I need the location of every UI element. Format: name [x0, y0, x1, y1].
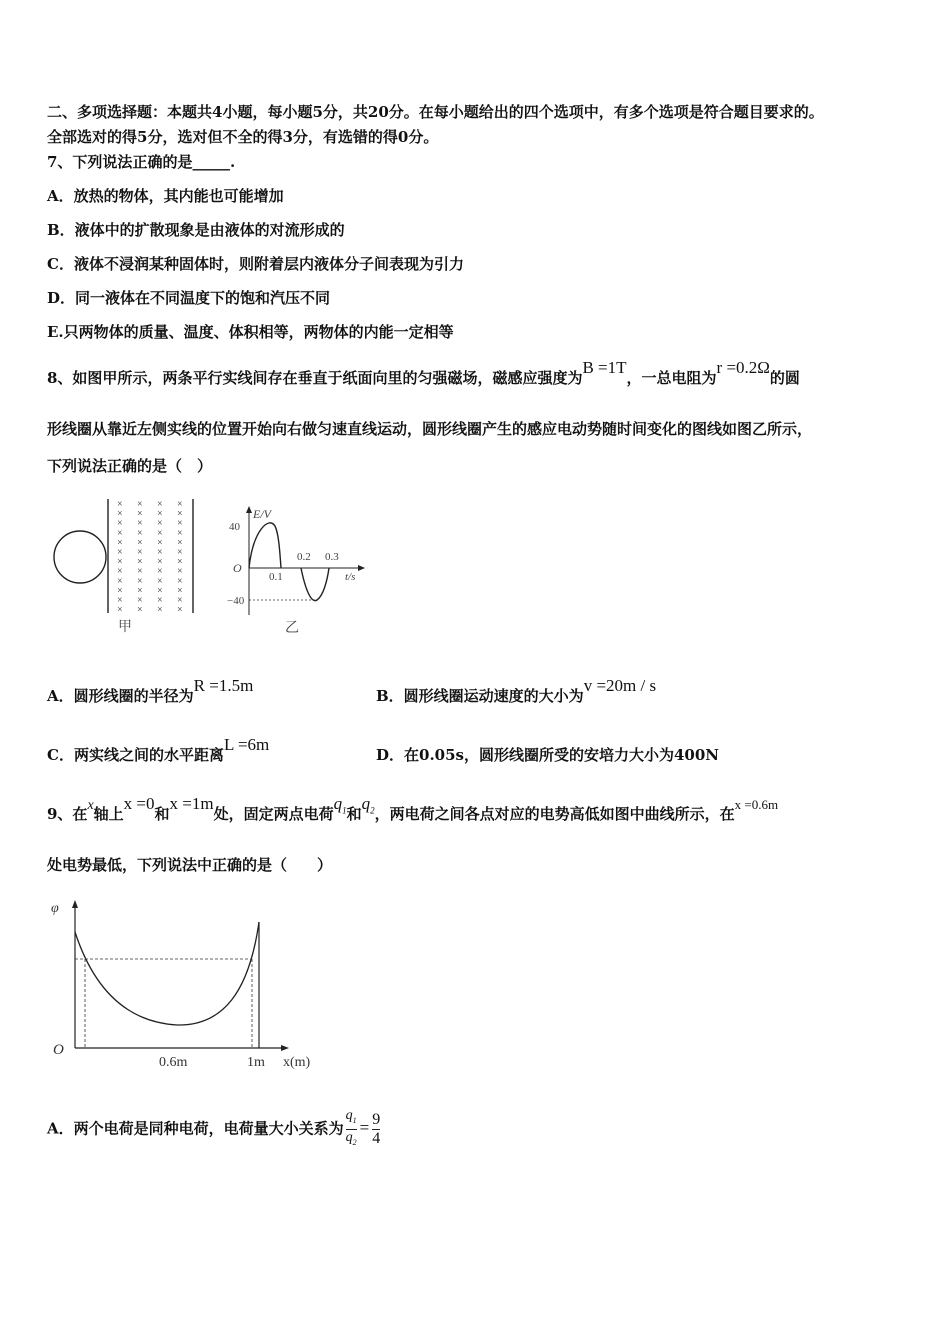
label-jia: 甲	[118, 620, 132, 635]
frac-nine: 9	[372, 1110, 381, 1128]
q8-option-a	[47, 676, 254, 706]
field-cross: ×	[177, 575, 183, 587]
q8-figure-yi	[225, 500, 375, 640]
field-cross: ×	[177, 604, 183, 616]
equals-sign: =	[359, 1118, 370, 1138]
field-cross: ×	[177, 585, 183, 597]
q9-option-a-text: A．两个电荷是同种电荷，电荷量大小关系为	[47, 1119, 344, 1138]
field-cross: ×	[137, 547, 143, 558]
field-cross: ×	[177, 499, 183, 510]
frac-num	[346, 1108, 357, 1129]
field-cross: ×	[117, 547, 123, 558]
q9-s1: 9、在	[47, 805, 88, 823]
q9-option-a	[47, 1108, 380, 1148]
field-cross: ×	[137, 508, 143, 520]
potential-curve	[75, 922, 259, 1025]
q8-math-r: r =0.2Ω	[716, 358, 770, 377]
q7-option-c: C．液体不浸润某种固体时，则附着层内液体分子间表现为引力	[47, 255, 464, 273]
field-cross: ×	[157, 604, 163, 616]
q8-stem-b: ，一总电阻为	[626, 369, 717, 387]
field-cross: ×	[137, 518, 143, 530]
tick-06m: 0.6m	[159, 1055, 188, 1070]
field-cross: ×	[117, 575, 123, 587]
field-cross: ×	[157, 518, 163, 530]
q9-q1-sub: 1	[342, 805, 347, 816]
q7-option-e: E.只两物体的质量、温度、体积相等，两物体的内能一定相等	[47, 323, 454, 341]
q9-stem-line1	[47, 794, 779, 830]
q9-q1-letter: q	[333, 794, 343, 813]
q8-option-c	[47, 735, 270, 765]
q9-stem-line2: 处电势最低，下列说法中正确的是（ ）	[47, 856, 333, 874]
q9-s5: 和	[346, 805, 362, 823]
emf-curve	[249, 523, 281, 568]
q8-stem-line2: 形线圈从靠近左侧实线的位置开始向右做匀速直线运动，圆形线圈产生的感应电动势随时间变化的图线如图乙所示，	[47, 420, 813, 438]
q9-math-x: x	[87, 798, 94, 813]
field-cross: ×	[177, 518, 183, 530]
q7-option-d: D．同一液体在不同温度下的饱和汽压不同	[47, 289, 331, 307]
field-cross: ×	[157, 575, 163, 587]
q9-math-q1	[333, 794, 347, 816]
y-tick-minus40: −40	[227, 595, 245, 607]
field-cross: ×	[117, 595, 123, 606]
x-axis-arrow	[358, 565, 365, 571]
q8-stem-a: 8、如图甲所示，两条平行实线间存在垂直于纸面向里的匀强磁场，磁感应强度为	[47, 369, 583, 387]
field-cross: ×	[177, 595, 183, 606]
q8-option-b-text: B．圆形线圈运动速度的大小为	[376, 687, 584, 705]
x-axis-label: t/s	[345, 571, 356, 583]
label-yi: 乙	[285, 621, 299, 636]
field-cross: ×	[117, 585, 123, 597]
field-cross: ×	[177, 547, 183, 558]
frac-den-sub: 2	[352, 1137, 357, 1147]
field-cross: ×	[157, 585, 163, 597]
field-cross: ×	[117, 508, 123, 520]
y-axis-label: E/V	[253, 507, 271, 521]
field-cross: ×	[177, 566, 183, 578]
q8-option-a-text: A．圆形线圈的半径为	[47, 687, 194, 705]
emf-curve-negative	[301, 568, 329, 601]
field-cross: ×	[137, 566, 143, 578]
field-cross: ×	[117, 518, 123, 530]
field-cross: ×	[157, 537, 163, 549]
field-cross: ×	[157, 547, 163, 558]
section-scoring: 全部选对的得5分，选对但不全的得3分，有选错的得0分。	[47, 128, 439, 146]
frac-four: 4	[372, 1129, 381, 1147]
field-cross: ×	[137, 604, 143, 616]
q9-math-q2	[361, 794, 375, 816]
q8-stem-c: 的圆	[769, 369, 800, 387]
q8-stem-line3: 下列说法正确的是（ ）	[47, 457, 213, 475]
t-tick-02: 0.2	[297, 551, 311, 563]
q7-stem: 7、下列说法正确的是_____.	[47, 153, 236, 171]
y-tick-40: 40	[229, 521, 240, 533]
q8-option-b	[376, 676, 657, 706]
frac-num-sub: 1	[352, 1115, 357, 1125]
x-axis-arrow	[281, 1045, 289, 1051]
field-cross: ×	[177, 556, 183, 568]
field-cross: ×	[137, 537, 143, 549]
t-tick-03: 0.3	[325, 551, 339, 563]
frac-den	[346, 1129, 357, 1151]
q9-s6: ，两电荷之间各点对应的电势高低如图中曲线所示，在	[374, 805, 735, 823]
q8-math-b: B =1T	[582, 358, 627, 377]
q9-q2-letter: q	[361, 794, 371, 813]
q7-option-a: A．放热的物体，其内能也可能增加	[47, 187, 284, 205]
q8-stem-line1	[47, 358, 800, 388]
field-cross: ×	[177, 527, 183, 539]
field-cross: ×	[157, 556, 163, 568]
field-cross: ×	[137, 595, 143, 606]
q9-q2-sub: 2	[370, 805, 375, 816]
section-header: 二、多项选择题：本题共4小题，每小题5分，共20分。在每小题给出的四个选项中，有多个选项是符合题目要求的。	[47, 103, 824, 121]
field-cross: ×	[157, 527, 163, 539]
field-cross: ×	[117, 556, 123, 568]
magnetic-field-crosses	[117, 499, 183, 616]
phi-axis-arrow	[72, 900, 78, 908]
field-cross: ×	[157, 595, 163, 606]
field-cross: ×	[137, 556, 143, 568]
q9-s2: 轴上	[93, 805, 124, 823]
x-axis-label: x(m)	[283, 1055, 311, 1070]
q9-s4: 处，固定两点电荷	[213, 805, 334, 823]
frac-den-letter: q	[345, 1129, 353, 1145]
y-axis-arrow	[246, 506, 252, 513]
t-tick-01: 0.1	[269, 571, 283, 583]
field-cross: ×	[117, 566, 123, 578]
q8-option-b-math: v =20m / s	[583, 676, 657, 695]
field-cross: ×	[157, 508, 163, 520]
coil-circle	[54, 531, 106, 583]
q9-math-x06: x =0.6m	[734, 797, 779, 812]
field-cross: ×	[157, 566, 163, 578]
q9-math-x1: x =1m	[169, 794, 214, 813]
q9-potential-figure	[45, 892, 335, 1077]
field-cross: ×	[137, 575, 143, 587]
q9-math-x0: x =0	[123, 794, 155, 813]
origin-label: O	[53, 1042, 64, 1058]
frac-num-letter: q	[345, 1108, 353, 1123]
q8-option-c-text: C．两实线之间的水平距离	[47, 746, 224, 764]
field-cross: ×	[177, 537, 183, 549]
phi-label: φ	[51, 901, 59, 916]
nine-over-four-fraction	[372, 1111, 380, 1148]
field-cross: ×	[117, 604, 123, 616]
field-cross: ×	[117, 527, 123, 539]
field-cross: ×	[137, 527, 143, 539]
q8-option-a-math: R =1.5m	[193, 676, 254, 695]
q1-over-q2-fraction	[346, 1108, 357, 1151]
tick-1m: 1m	[247, 1055, 265, 1070]
q8-figure-jia	[50, 495, 200, 640]
field-cross: ×	[137, 499, 143, 510]
q9-s3: 和	[154, 805, 170, 823]
q8-option-d: D．在0.05s，圆形线圈所受的安培力大小为400N	[376, 746, 720, 764]
q7-option-b: B．液体中的扩散现象是由液体的对流形成的	[47, 221, 345, 239]
field-cross: ×	[117, 499, 123, 510]
field-cross: ×	[117, 537, 123, 549]
field-cross: ×	[137, 585, 143, 597]
origin-label: O	[233, 561, 242, 575]
field-cross: ×	[157, 499, 163, 510]
q8-option-c-math: L =6m	[223, 735, 270, 754]
field-cross: ×	[177, 508, 183, 520]
